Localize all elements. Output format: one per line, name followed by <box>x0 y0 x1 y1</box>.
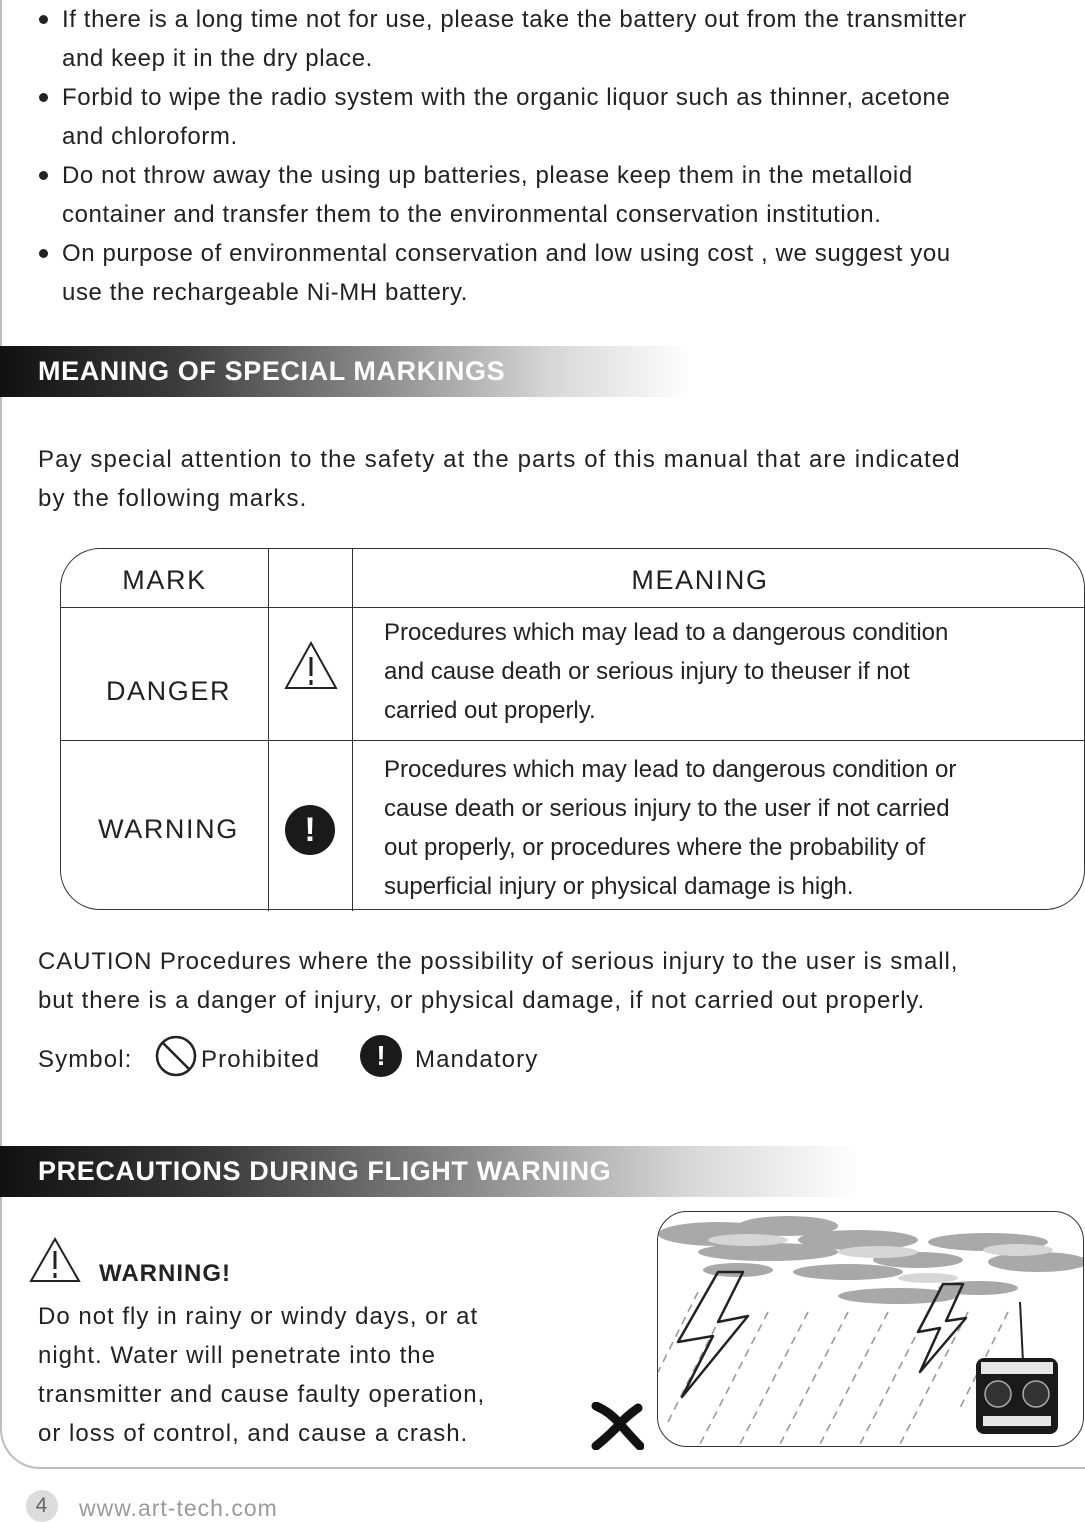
warning-line: or loss of control, and cause a crash. <box>38 1420 469 1447</box>
table-divider <box>61 740 1085 741</box>
mandatory-icon: ! <box>360 1035 402 1077</box>
meaning-line: superficial injury or physical damage is high. <box>384 873 854 900</box>
special-markings-table <box>60 548 1085 910</box>
mandatory-label: Mandatory <box>415 1046 539 1073</box>
list-item-line: On purpose of environmental conservation and low using cost , we suggest you <box>62 240 951 267</box>
list-item-line: and keep it in the dry place. <box>62 45 373 72</box>
battery-care-list <box>38 0 1083 312</box>
section-banner-special-markings <box>0 346 692 397</box>
caution-line: but there is a danger of injury, or physical damage, if not carried out properly. <box>38 987 926 1014</box>
bullet-dot <box>39 249 48 258</box>
list-item <box>38 78 1083 156</box>
warning-line: Do not fly in rainy or windy days, or at <box>38 1303 479 1330</box>
warning-triangle-icon <box>283 640 339 692</box>
bullet-dot <box>39 93 48 102</box>
list-item <box>38 156 1083 234</box>
bullet-dot <box>39 15 48 24</box>
prohibited-icon <box>154 1034 198 1078</box>
symbol-label: Symbol: <box>38 1046 133 1073</box>
exclamation-circle-icon: ! <box>285 805 335 855</box>
intro-line: Pay special attention to the safety at the parts of this manual that are indicated <box>38 446 961 473</box>
bullet-dot <box>39 171 48 180</box>
mark-warning-label: WARNING <box>98 814 239 844</box>
list-item-line: Forbid to wipe the radio system with the organic liquor such as thinner, acetone <box>62 84 951 111</box>
section-title: PRECAUTIONS DURING FLIGHT WARNING <box>38 1156 612 1186</box>
header-meaning: MEANING <box>631 565 769 595</box>
list-item <box>38 0 1083 78</box>
mark-danger-label: DANGER <box>105 676 232 706</box>
table-divider <box>352 549 353 911</box>
flight-warning-text <box>38 1297 534 1453</box>
meaning-line: cause death or serious injury to the user if not carried <box>384 795 950 822</box>
meaning-line: and cause death or serious injury to theuser if not <box>384 658 910 685</box>
meaning-line: Procedures which may lead to dangerous condition or <box>384 756 957 783</box>
warning-line: transmitter and cause faulty operation, <box>38 1381 486 1408</box>
storm-scene-image <box>658 1212 1084 1447</box>
caution-text <box>38 942 958 1020</box>
list-item-line: and chloroform. <box>62 123 238 150</box>
table-divider <box>268 549 269 911</box>
storm-illustration <box>657 1211 1084 1447</box>
header-mark: MARK <box>122 565 207 595</box>
caution-line: CAUTION Procedures where the possibility of serious injury to the user is small, <box>38 948 959 975</box>
warning-title: WARNING! <box>99 1260 231 1287</box>
markings-intro <box>38 440 961 518</box>
meaning-line: Procedures which may lead to a dangerous condition <box>384 619 949 646</box>
page-number: 4 <box>26 1490 58 1522</box>
list-item-line: If there is a long time not for use, please take the battery out from the transmitter <box>62 6 967 33</box>
prohibited-label: Prohibited <box>201 1046 321 1073</box>
table-divider <box>61 607 1085 608</box>
danger-meaning <box>384 613 948 730</box>
section-title: MEANING OF SPECIAL MARKINGS <box>38 356 506 386</box>
warning-line: night. Water will penetrate into the <box>38 1342 436 1369</box>
warning-meaning <box>384 750 956 906</box>
list-item-line: use the rechargeable Ni-MH battery. <box>62 279 469 306</box>
cross-mark-icon <box>590 1402 644 1450</box>
list-item-line: Do not throw away the using up batteries, please keep them in the metalloid <box>62 162 913 189</box>
list-item <box>38 234 1083 312</box>
warning-triangle-icon <box>28 1236 82 1284</box>
section-banner-flight-warning <box>0 1146 862 1197</box>
website-link[interactable]: www.art-tech.com <box>79 1495 278 1521</box>
meaning-line: out properly, or procedures where the probability of <box>384 834 926 861</box>
list-item-line: container and transfer them to the environmental conservation institution. <box>62 201 882 228</box>
intro-line: by the following marks. <box>38 485 308 512</box>
meaning-line: carried out properly. <box>384 697 596 724</box>
